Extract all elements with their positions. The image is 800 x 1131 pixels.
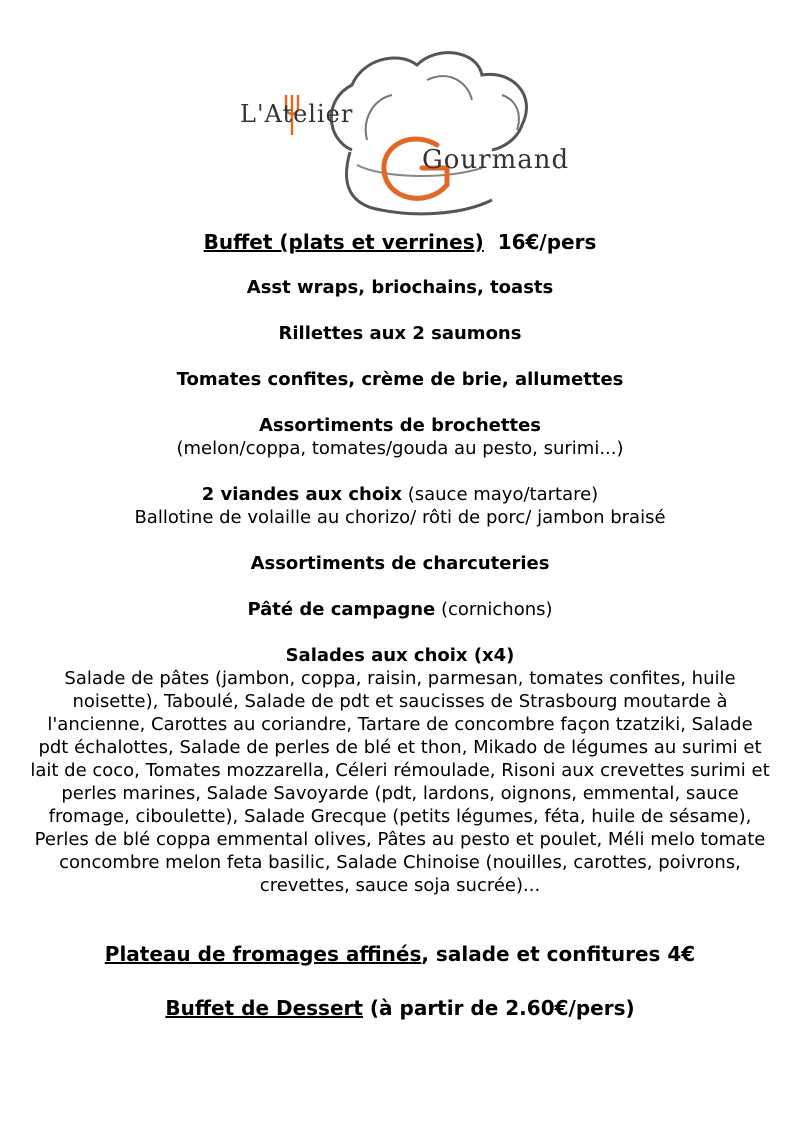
fromages-title: Plateau de fromages affinés bbox=[104, 942, 422, 966]
salades-title: Salades aux choix (x4) bbox=[285, 645, 515, 666]
buffet-heading bbox=[30, 230, 770, 254]
menu-item-tomates: Tomates confites, crème de brie, allumettes bbox=[176, 369, 624, 390]
dessert-rest: (à partir de 2.60€/pers) bbox=[362, 996, 635, 1020]
menu-item-rillettes: Rillettes aux 2 saumons bbox=[278, 323, 522, 344]
viandes-title: 2 viandes aux choix bbox=[201, 484, 402, 505]
menu bbox=[30, 230, 770, 1021]
logo-word-gourmand: Gourmand bbox=[422, 145, 570, 175]
menu-item-charcuteries: Assortiments de charcuteries bbox=[250, 553, 550, 574]
viandes-sauce: (sauce mayo/tartare) bbox=[407, 484, 599, 505]
menu-item-viandes bbox=[30, 483, 770, 529]
pate-title: Pâté de campagne bbox=[247, 599, 436, 620]
brochettes-detail: (melon/coppa, tomates/gouda au pesto, surimi...) bbox=[176, 438, 624, 459]
menu-item-salades bbox=[30, 644, 770, 897]
buffet-price: 16€/pers bbox=[497, 230, 597, 254]
buffet-title: Buffet (plats et verrines) bbox=[203, 230, 484, 254]
fromages-rest: , salade et confitures 4€ bbox=[421, 942, 696, 966]
menu-item-brochettes bbox=[30, 414, 770, 460]
chef-hat-logo-graphic bbox=[232, 40, 582, 220]
dessert-line bbox=[30, 995, 770, 1021]
fromages-line bbox=[30, 941, 770, 967]
brochettes-title: Assortiments de brochettes bbox=[258, 415, 542, 436]
menu-item-wraps: Asst wraps, briochains, toasts bbox=[246, 277, 554, 298]
logo bbox=[232, 40, 582, 220]
menu-item-pate bbox=[30, 598, 770, 621]
salades-list: Salade de pâtes (jambon, coppa, raisin, parmesan, tomates confites, huile noisette), Taboulé, Salade de pdt et saucisses de Strasbourg moutarde à l'ancienne, Carottes au coriandre, Tartare de concombre façon tzatziki, Salade pdt échalottes, Salade de perles de blé et thon, Mikado de légumes au surimi et lait de coco, Tomates mozzarella, Céleri rémoulade, Risoni aux crevettes surimi et perles marines, Salade Savoyarde (pdt, lardons, oignons, emmental, sauce fromage, ciboulette), Salade Grecque (petits légumes, féta, huile de sésame), Perles de blé coppa emmental olives, Pâtes au pesto et poulet, Méli melo tomate concombre melon feta basilic, Salade Chinoise (nouilles, carottes, poivrons, crevettes, sauce soja sucrée)... bbox=[30, 668, 770, 896]
pate-detail: (cornichons) bbox=[440, 599, 553, 620]
logo-word-atelier: L'Atelier bbox=[240, 100, 354, 128]
dessert-title: Buffet de Dessert bbox=[165, 996, 363, 1020]
viandes-detail: Ballotine de volaille au chorizo/ rôti de porc/ jambon braisé bbox=[134, 507, 666, 528]
